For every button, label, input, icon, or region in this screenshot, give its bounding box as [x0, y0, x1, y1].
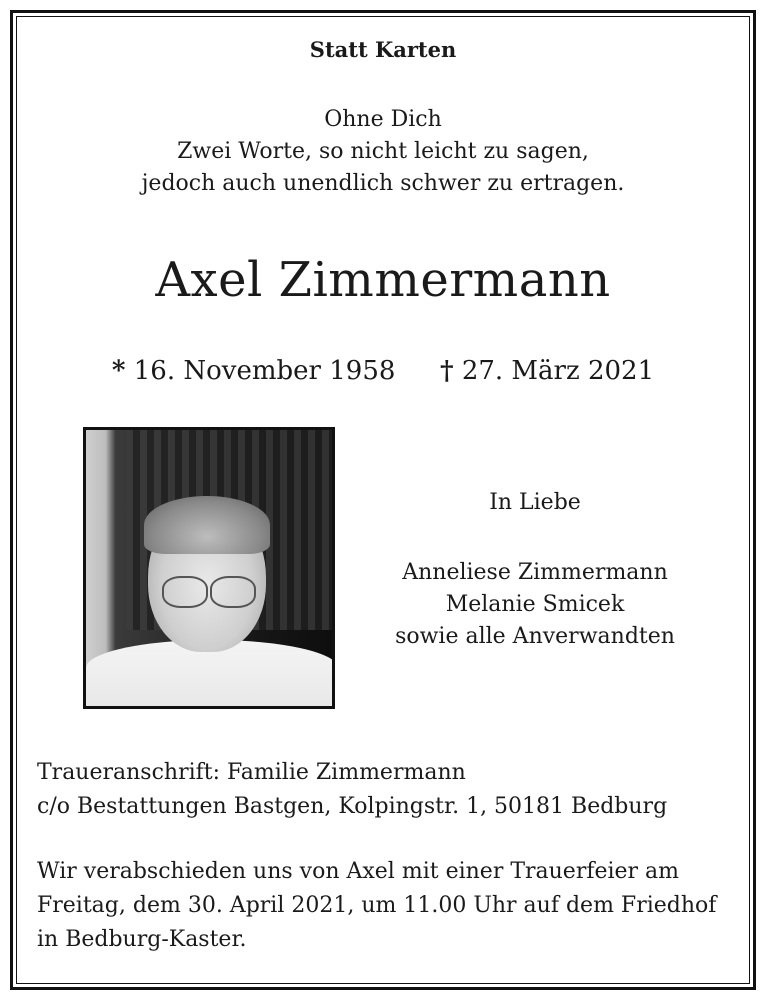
mourning-address: [37, 756, 729, 824]
address-line: Traueranschrift: Familie Zimmermann: [37, 760, 466, 785]
mourners-names: [380, 557, 690, 653]
poem-line: jedoch auch unendlich schwer zu ertragen.: [141, 171, 625, 196]
mourner-name: Anneliese Zimmermann: [402, 560, 668, 585]
life-dates: [0, 356, 766, 386]
ceremony-info: [37, 855, 729, 957]
death-cross-icon: †: [439, 356, 454, 386]
deceased-name: Axel Zimmermann: [155, 252, 611, 308]
poem-line: Zwei Worte, so nicht leicht zu sagen,: [177, 139, 589, 164]
portrait-photo: [83, 427, 335, 709]
mourner-name: Melanie Smicek: [445, 592, 625, 617]
birth-date: 16. November 1958: [133, 356, 396, 386]
birth-star-icon: *: [111, 356, 126, 386]
poem: [0, 104, 766, 200]
ceremony-line: in Bedburg-Kaster.: [37, 927, 247, 952]
address-line: c/o Bestattungen Bastgen, Kolpingstr. 1, 50181 Bedburg: [37, 794, 668, 819]
death-date: 27. März 2021: [461, 356, 655, 386]
ceremony-line: Wir verabschieden uns von Axel mit einer Trauerfeier am: [37, 859, 680, 884]
mourners-intro: In Liebe: [489, 490, 581, 515]
poem-line: Ohne Dich: [324, 107, 442, 132]
mourner-name: sowie alle Anverwandten: [395, 624, 675, 649]
header-statt-karten: Statt Karten: [309, 37, 457, 62]
ceremony-line: Freitag, dem 30. April 2021, um 11.00 Uhr auf dem Friedhof: [37, 893, 717, 918]
